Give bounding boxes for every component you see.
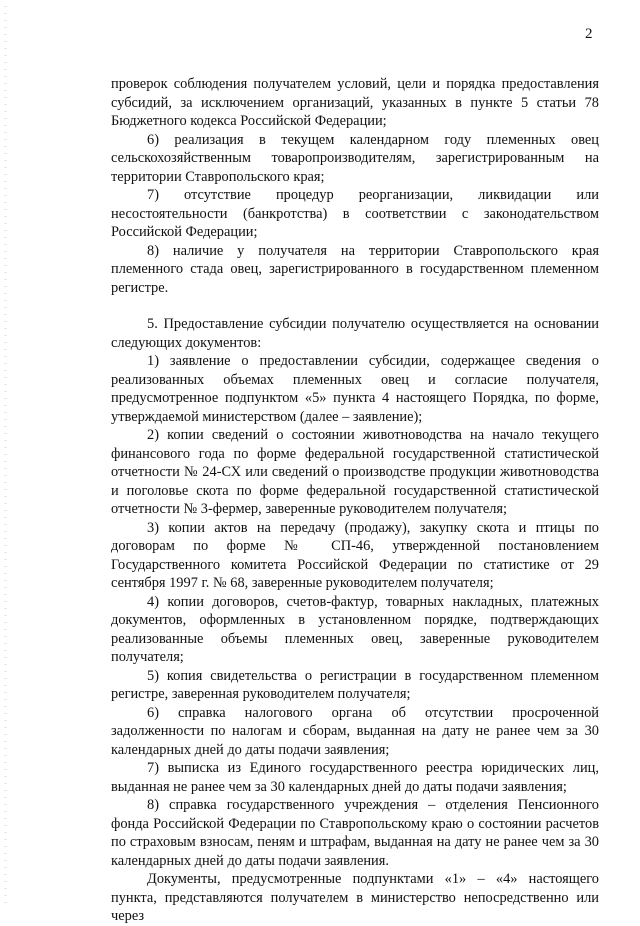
doc-item-3: 3) копии актов на передачу (продажу), закупку скота и птицы по договорам по форме № СП-46, утвержденной постановлением Государственного комитета Российской Федерации по статистике от 29 сентября 1997 г. № 68, заверенные руководителем получателя;: [111, 519, 599, 591]
scan-edge-artifact: [4, 0, 7, 905]
page-number: 2: [585, 26, 593, 42]
document-body: [111, 75, 599, 926]
doc-item-2: 2) копии сведений о состоянии животноводства на начало текущего финансового года по форме федеральной государственной статистической отчетности № 24-СХ или сведений о производстве продукции животноводства и поголовье скота по форме федеральной государственной статистической отчетности № 3-фермер, заверенные руководителем получателя;: [111, 427, 599, 517]
doc-item-7: 7) выписка из Единого государственного реестра юридических лиц, выданная не ранее чем за 30 календарных дней до даты подачи заявления;: [111, 760, 599, 795]
section-5-heading-paragraph: 5. Предоставление субсидии получателю осуществляется на основании следующих документов:: [111, 316, 599, 351]
doc-item-5: 5) копия свидетельства о регистрации в государственном племенном регистре, заверенная руководителем получателя;: [111, 667, 599, 702]
list-item-7: 7) отсутствие процедур реорганизации, ликвидации или несостоятельности (банкротства) в соответствии с законодательством Российской Федерации;: [111, 187, 599, 240]
list-item-6: 6) реализация в текущем календарном году племенных овец сельскохозяйственным товаропроизводителям, зарегистрированным на территории Ставропольского края;: [111, 131, 599, 185]
doc-item-1: 1) заявление о предоставлении субсидии, содержащее сведения о реализованных объемах племенных овец и согласие получателя, предусмотренное подпунктом «5» пункта 4 настоящего Порядка, по форме, утверждаемой министерством (далее – заявление);: [111, 353, 599, 425]
paragraph-continuation: проверок соблюдения получателем условий, цели и порядка предоставления субсидий, за исключением организаций, указанных в пункте 5 статьи 78 Бюджетного кодекса Российской Федерации;: [111, 76, 599, 129]
doc-item-4: 4) копии договоров, счетов-фактур, товарных накладных, платежных документов, оформленных в установленном порядке, подтверждающих реализованные объемы племенных овец, заверенные руководителем получателя;: [111, 593, 599, 665]
doc-item-6: 6) справка налогового органа об отсутствии просроченной задолженности по налогам и сборам, выданная на дату не ранее чем за 30 календарных дней до даты подачи заявления;: [111, 704, 599, 758]
doc-item-8: 8) справка государственного учреждения – отделения Пенсионного фонда Российской Федерации по Ставропольскому краю о состоянии расчетов по страховым взносам, пеням и штрафам, выданная на дату не ранее чем за 30 календарных дней до даты подачи заявления.: [111, 797, 599, 869]
list-item-8: 8) наличие у получателя на территории Ставропольского края племенного стада овец, зарегистрированного в государственном племенном регистре.: [111, 242, 599, 296]
closing-paragraph: Документы, предусмотренные подпунктами «1» – «4» настоящего пункта, представляются получателем в министерство непосредственно или через: [111, 871, 599, 924]
